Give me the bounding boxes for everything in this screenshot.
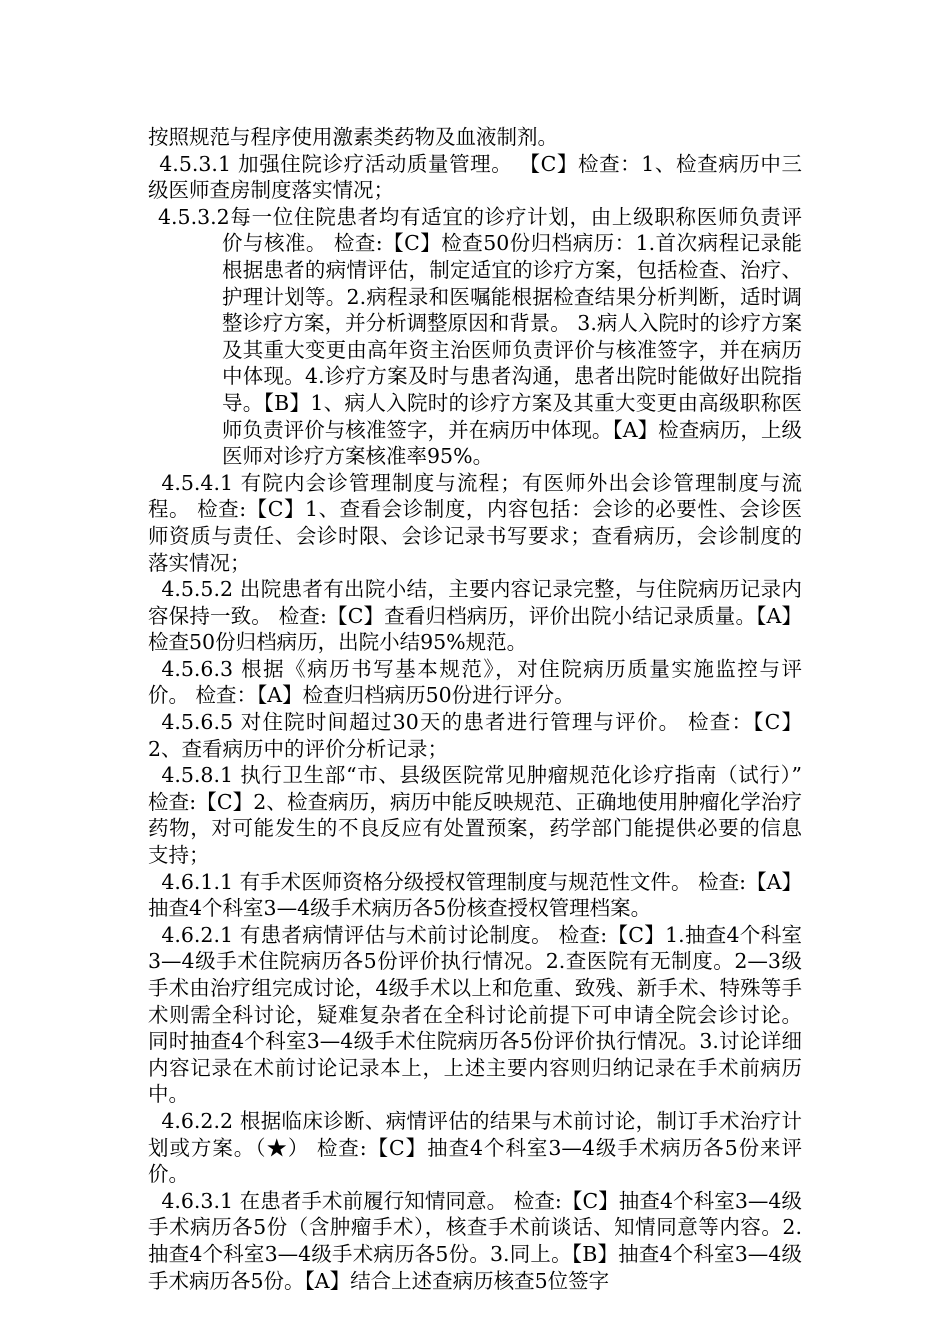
paragraph-4-5-5-2: 4.5.5.2 出院患者有出院小结，主要内容记录完整，与住院病历记录内容保持一致。 检查:【C】查看归档病历，评价出院小结记录质量。【A】检查50份归档病历，出院小结95%规范。 (148, 577, 802, 655)
paragraph-4-6-3-1: 4.6.3.1 在患者手术前履行知情同意。 检查:【C】抽查4个科室3—4级手术病历各5份（含肿瘤手术），核查手术前谈话、知情同意等内容。2.抽查4个科室3—4级手术病历各5份。3.同上。【B】抽查4个科室3—4级手术病历各5份。【A】结合上述查病历核查5位签字 (148, 1188, 802, 1293)
paragraph-4-6-1-1: 4.6.1.1 有手术医师资格分级授权管理制度与规范性文件。 检查:【A】抽查4个科室3—4级手术病历各5份核查授权管理档案。 (148, 869, 802, 921)
paragraph-4-5-3-1: 4.5.3.1 加强住院诊疗活动质量管理。 【C】检查：1、检查病历中三级医师查房制度落实情况； (148, 151, 802, 203)
paragraph-4-6-2-1: 4.6.2.1 有患者病情评估与术前讨论制度。 检查:【C】1.抽查4个科室3—4级手术住院病历各5份评价执行情况。2.查医院有无制度。2—3级手术由治疗组完成讨论，4级手术以上和危重、致残、新手术、特殊等手术则需全科讨论，疑难复杂者在全科讨论前提下可申请全院会诊讨论。同时抽查4个科室3—4级手术住院病历各5份评价执行情况。3.讨论详细内容记录在术前讨论记录本上，上述主要内容则归纳记录在手术前病历中。 (148, 922, 802, 1107)
paragraph-4-5-6-3: 4.5.6.3 根据《病历书写基本规范》，对住院病历质量实施监控与评价。 检查：【A】检查归档病历50份进行评分。 (148, 656, 802, 708)
paragraph-4-5-3-2: 4.5.3.2每一位住院患者均有适宜的诊疗计划，由上级职称医师负责评价与核准。 检查:【C】检查50份归档病历：1.首次病程记录能根据患者的病情评估，制定适宜的诊疗方案，包括检查、治疗、护理计划等。2.病程录和医嘱能根据检查结果分析判断，适时调整诊疗方案，并分析调整原因和背景。 3.病人入院时的诊疗方案及其重大变更由高年资主治医师负责评价与核准签字，并在病历中体现。4.诊疗方案及时与患者沟通，患者出院时能做好出院指导。【B】1、病人入院时的诊疗方案及其重大变更由高级职称医师负责评价与核准签字，并在病历中体现。【A】检查病历，上级医师对诊疗方案核准率95%。 (158, 204, 802, 469)
paragraph-continuation: 按照规范与程序使用激素类药物及血液制剂。 (148, 125, 558, 149)
paragraph-4-5-6-5: 4.5.6.5 对住院时间超过30天的患者进行管理与评价。 检查：【C】2、查看病历中的评价分析记录； (148, 710, 802, 761)
paragraph-4-6-2-2: 4.6.2.2 根据临床诊断、病情评估的结果与术前讨论，制订手术治疗计划或方案。（★） 检查:【C】抽查4个科室3—4级手术病历各5份来评价。 (148, 1108, 802, 1187)
paragraph-4-5-8-1: 4.5.8.1 执行卫生部“市、县级医院常见肿瘤规范化诊疗指南（试行）” 检查:【C】2、检查病历，病历中能反映规范、正确地使用肿瘤化学治疗药物，对可能发生的不良反应有处置预案，药学部门能提供必要的信息支持； (148, 763, 802, 868)
paragraph-4-5-4-1: 4.5.4.1 有院内会诊管理制度与流程；有医师外出会诊管理制度与流程。 检查:【C】1、查看会诊制度，内容包括：会诊的必要性、会诊医师资质与责任、会诊时限、会诊记录书写要求；查看病历，会诊制度的落实情况； (148, 470, 802, 575)
